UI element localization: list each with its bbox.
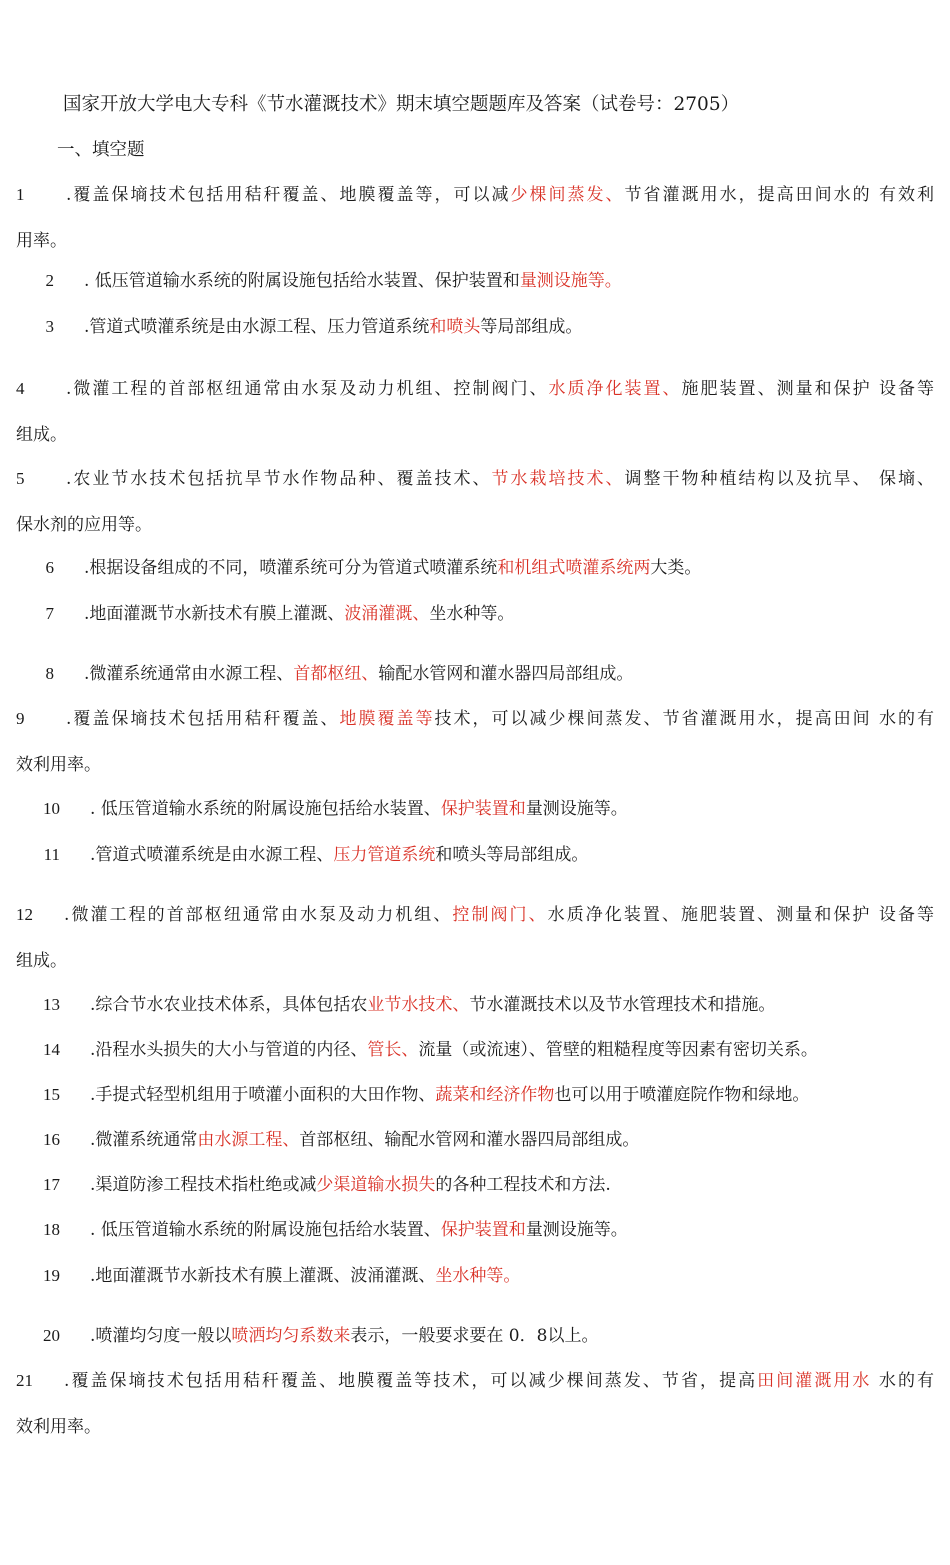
question-text: 也可以用于喷灌庭院作物和绿地。: [554, 1085, 810, 1105]
question-text: 水质净化装置、施肥装置、测量和保护 设备等: [547, 905, 935, 925]
question-number: 18: [43, 1220, 60, 1239]
question-item: [16, 1253, 934, 1299]
question-text: . 低压管道输水系统的附属设施包括给水装置、: [90, 1220, 441, 1240]
question-number: 4: [16, 379, 25, 398]
answer-text: 波涌灌溉、: [344, 604, 430, 624]
answer-text: 保护装置和: [440, 1220, 526, 1240]
document-title: 国家开放大学电大专科《节水灌溉技术》期末填空题题库及答案（试卷号：2705）: [63, 94, 740, 115]
question-number: 9: [16, 709, 25, 728]
question-text: 组成。: [16, 951, 67, 971]
answer-text: 由水源工程、: [197, 1130, 300, 1150]
question-number: 20: [43, 1326, 60, 1345]
question-item: [16, 1162, 934, 1208]
question-number: 21: [16, 1371, 33, 1390]
question-item: [16, 456, 934, 548]
question-text: .管道式喷灌系统是由水源工程、: [90, 845, 334, 865]
question-item: [16, 982, 934, 1028]
question-text: 保水剂的应用等。: [16, 515, 152, 535]
answer-text: 量测设施等。: [519, 271, 622, 291]
question-text: .覆盖保墒技术包括用秸秆覆盖、: [66, 709, 340, 729]
question-item: [16, 1117, 934, 1163]
question-text: 首部枢纽、输配水管网和灌水器四局部组成。: [299, 1130, 640, 1150]
question-text: . 低压管道输水系统的附属设施包括给水装置、保护装置和: [84, 271, 520, 291]
question-text: 水的有: [871, 1371, 935, 1391]
question-text: 和喷头等局部组成。: [435, 845, 589, 865]
question-text: .覆盖保墒技术包括用秸秆覆盖、地膜覆盖等，可以减: [66, 185, 511, 205]
answer-text: 压力管道系统: [333, 845, 436, 865]
question-text: 施肥装置、测量和保护 设备等: [681, 379, 935, 399]
question-item: [16, 832, 934, 878]
question-text: 节水灌溉技术以及节水管理技术和措施。: [469, 995, 776, 1015]
question-text: 量测设施等。: [525, 799, 628, 819]
answer-text: 坐水种等。: [435, 1266, 521, 1286]
answer-text: 控制阀门、: [452, 905, 548, 925]
answer-text: 业节水技术、: [367, 995, 470, 1015]
question-text: 流量（或流速）、管壁的粗糙程度等因素有密切关系。: [418, 1040, 818, 1060]
question-text: .覆盖保墒技术包括用秸秆覆盖、地膜覆盖等技术，可以减少棵间蒸发、节省，提高: [64, 1371, 758, 1391]
question-text: 的各种工程技术和方法.: [435, 1175, 611, 1195]
answer-text: 和喷头: [429, 317, 481, 337]
question-text: .喷灌均匀度一般以: [90, 1326, 232, 1346]
question-text: 大类。: [650, 558, 702, 578]
question-number: 6: [45, 558, 54, 577]
answer-text: 蔬菜和经济作物: [435, 1085, 555, 1105]
answer-text: 管长、: [367, 1040, 419, 1060]
question-number: 13: [43, 995, 60, 1014]
question-text: .手提式轻型机组用于喷灌小面积的大田作物、: [90, 1085, 436, 1105]
question-number: 3: [45, 317, 54, 336]
question-text: 节省灌溉用水，提高田间水的 有效利: [624, 185, 935, 205]
answer-text: 少渠道输水损失: [316, 1175, 436, 1195]
section-heading: 一、填空题: [57, 140, 145, 160]
question-item: [16, 545, 934, 591]
answer-text: 少棵间蒸发、: [510, 185, 625, 205]
question-item: [16, 892, 934, 984]
question-text: 量测设施等。: [525, 1220, 628, 1240]
question-number: 17: [43, 1175, 60, 1194]
question-item: [16, 591, 934, 637]
question-text: .地面灌溉节水新技术有膜上灌溉、波涌灌溉、: [90, 1266, 436, 1286]
question-text: .微灌系统通常: [90, 1130, 198, 1150]
question-item: [16, 1027, 934, 1073]
question-item: [16, 1072, 934, 1118]
question-text: 组成。: [16, 425, 67, 445]
question-item: [16, 696, 934, 788]
question-number: 11: [43, 845, 60, 864]
answer-text: 首都枢纽、: [293, 664, 379, 684]
question-number: 1: [16, 185, 25, 204]
question-item: [16, 651, 934, 697]
question-number: 5: [16, 469, 25, 488]
answer-text: 和机组式喷灌系统两: [497, 558, 651, 578]
question-item: [16, 786, 934, 832]
question-text: .农业节水技术包括抗旱节水作物品种、覆盖技术、: [66, 469, 492, 489]
question-item: [16, 304, 934, 350]
question-number: 12: [16, 905, 33, 924]
question-item: [16, 1313, 934, 1359]
question-text: 用率。: [16, 231, 67, 251]
question-text: .微灌工程的首部枢纽通常由水泵及动力机组、: [64, 905, 453, 925]
question-text: . 低压管道输水系统的附属设施包括给水装置、: [90, 799, 441, 819]
question-number: 16: [43, 1130, 60, 1149]
answer-text: 田间灌溉用水: [757, 1371, 872, 1391]
question-text: .综合节水农业技术体系，具体包括农: [90, 995, 368, 1015]
question-text: 坐水种等。: [429, 604, 515, 624]
question-text: .微灌系统通常由水源工程、: [84, 664, 294, 684]
question-text: .微灌工程的首部枢纽通常由水泵及动力机组、控制阀门、: [66, 379, 549, 399]
question-number: 14: [43, 1040, 60, 1059]
question-item: [16, 366, 934, 458]
question-number: 15: [43, 1085, 60, 1104]
question-number: 19: [43, 1266, 60, 1285]
question-number: 8: [45, 664, 54, 683]
question-text: .根据设备组成的不同，喷灌系统可分为管道式喷灌系统: [84, 558, 498, 578]
answer-text: 节水栽培技术、: [491, 469, 625, 489]
question-item: [16, 172, 934, 264]
question-text: .沿程水头损失的大小与管道的内径、: [90, 1040, 368, 1060]
answer-text: 水质净化装置、: [548, 379, 682, 399]
answer-text: 保护装置和: [440, 799, 526, 819]
question-item: [16, 1207, 934, 1253]
question-text: .渠道防渗工程技术指杜绝或减: [90, 1175, 317, 1195]
question-number: 10: [43, 799, 60, 818]
question-text: 效利用率。: [16, 1417, 101, 1437]
question-text: 技术，可以减少棵间蒸发、节省灌溉用水，提高田间 水的有: [434, 709, 935, 729]
question-text: .管道式喷灌系统是由水源工程、压力管道系统: [84, 317, 430, 337]
question-text: .地面灌溉节水新技术有膜上灌溉、: [84, 604, 345, 624]
question-text: 调整干物种植结构以及抗旱、 保墒、: [624, 469, 934, 489]
question-item: [16, 1358, 934, 1450]
question-number: 7: [45, 604, 54, 623]
question-number: 2: [45, 271, 54, 290]
answer-text: 喷洒均匀系数来: [231, 1326, 351, 1346]
question-text: 等局部组成。: [480, 317, 583, 337]
answer-text: 地膜覆盖等: [339, 709, 435, 729]
question-text: 效利用率。: [16, 755, 101, 775]
question-item: [16, 258, 934, 304]
question-text: 输配水管网和灌水器四局部组成。: [378, 664, 634, 684]
question-text: 表示，一般要求要在 0．8以上。: [350, 1326, 599, 1346]
